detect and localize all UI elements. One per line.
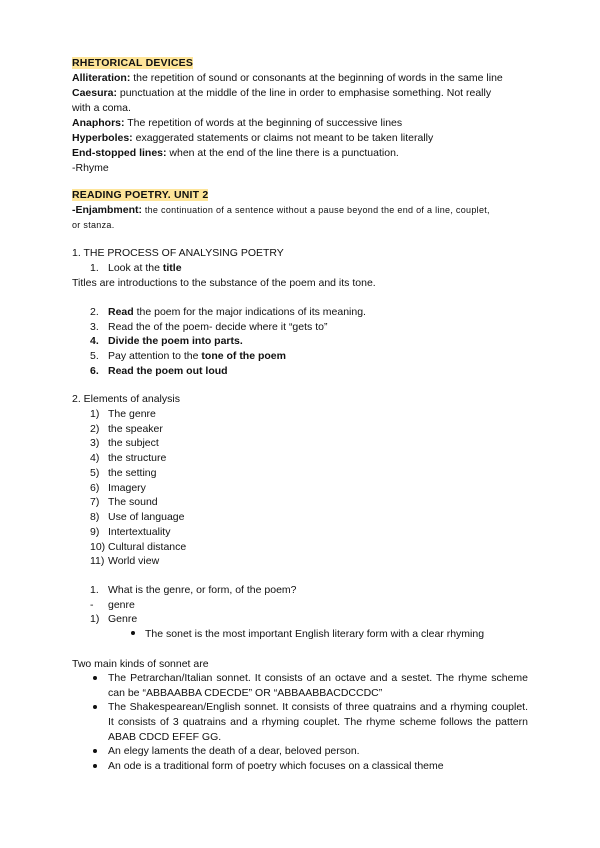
bullet-icon (93, 705, 97, 709)
caesura-line-2: with a coma. (72, 102, 131, 114)
step-5 (108, 349, 286, 364)
caesura-term: Caesura: (72, 87, 117, 99)
bullet-icon (131, 631, 135, 635)
enjambment-def: the continuation of a sentence without a pause beyond the end of a line, couplet, (142, 205, 490, 215)
process-heading: 1. THE PROCESS OF ANALYSING POETRY (72, 247, 284, 259)
sonnet-petrarchan: The Petrarchan/Italian sonnet. It consists of an octave and a sestet. The rhyme scheme can be “ABBAABBA CDECDE” OR “ABBAABBACDCCDC” (108, 672, 528, 699)
step-2 (108, 305, 366, 320)
element-num: 9) (90, 526, 100, 538)
step-5-pre: Pay attention to the (108, 350, 202, 362)
element-item: Intertextuality (108, 526, 171, 538)
step-1-pre: Look at the (108, 262, 163, 274)
element-item: the speaker (108, 423, 163, 435)
rhetorical-heading (72, 56, 193, 71)
step-5-num: 5. (90, 350, 99, 362)
step-5-bold: tone of the poem (201, 350, 286, 362)
element-num: 1) (90, 408, 100, 420)
step-2-bold: Read (108, 306, 134, 318)
anaphors-def: The repetition of words at the beginning of successive lines (124, 117, 403, 129)
bullet-icon (93, 764, 97, 768)
element-num: 2) (90, 423, 100, 435)
element-item: The sound (108, 496, 158, 508)
step-1 (108, 261, 182, 276)
step-6 (108, 364, 228, 379)
element-num: 11) (90, 555, 105, 567)
enjambment-term: -Enjambment: (72, 204, 143, 216)
element-num: 10) (90, 541, 106, 553)
step-3-num: 3. (90, 321, 99, 333)
step-4-bold: Divide the poem into parts. (108, 335, 243, 347)
enjambment-line (72, 203, 490, 218)
genre-dash-text: genre (108, 599, 135, 611)
step-3: Read the of the poem- decide where it “gets to” (108, 321, 328, 333)
element-item: Use of language (108, 511, 185, 523)
element-num: 7) (90, 496, 100, 508)
reading-heading (72, 188, 208, 203)
step-4-num: 4. (90, 335, 99, 347)
bullet-icon (93, 749, 97, 753)
genre-question-num: 1. (90, 584, 99, 596)
element-num: 5) (90, 467, 100, 479)
hyperboles-def: exaggerated statements or claims not meant to be taken literally (132, 132, 434, 144)
element-item: The genre (108, 408, 156, 420)
element-num: 4) (90, 452, 100, 464)
alliteration-line (72, 71, 503, 86)
element-item: the subject (108, 437, 159, 449)
hyperboles-term: Hyperboles: (72, 132, 133, 144)
element-num: 6) (90, 482, 100, 494)
step-1-num: 1. (90, 262, 99, 274)
caesura-line (72, 86, 491, 101)
step-1-bold: title (162, 262, 182, 274)
alliteration-term: Alliteration: (72, 72, 131, 84)
element-item: World view (108, 555, 160, 567)
step-2-num: 2. (90, 306, 99, 318)
sonnet-bullet: The sonet is the most important English literary form with a clear rhyming (145, 628, 485, 640)
rhetorical-heading-text: RHETORICAL DEVICES (72, 57, 194, 69)
genre-dash: - (90, 599, 94, 611)
step-4 (108, 334, 243, 349)
endstopped-line (72, 146, 399, 161)
element-num: 8) (90, 511, 100, 523)
element-num: 3) (90, 437, 100, 449)
sonnet-shakespearean: The Shakespearean/English sonnet. It consists of three quatrains and a rhyming couplet. It consists of 3 quatrains and a rhyming couplet. The rhyme scheme follows the pattern ABAB CDCD EFEF GG. (108, 701, 528, 743)
reading-heading-text: READING POETRY. UNIT 2 (72, 189, 209, 201)
element-item: the setting (108, 467, 157, 479)
step-6-bold: Read the poem out loud (108, 365, 228, 377)
element-item: the structure (108, 452, 167, 464)
hyperboles-line (72, 131, 433, 146)
caesura-def: punctuation at the middle of the line in order to emphasise something. Not really (116, 87, 492, 99)
endstopped-def: when at the end of the line there is a punctuation. (166, 147, 399, 159)
titles-note: Titles are introductions to the substance of the poem and its tone. (72, 277, 376, 289)
element-item: Imagery (108, 482, 146, 494)
step-6-num: 6. (90, 365, 99, 377)
alliteration-def: the repetition of sound or consonants at the beginning of words in the same line (130, 72, 503, 84)
elements-heading: 2. Elements of analysis (72, 393, 180, 405)
genre-label: Genre (108, 613, 138, 625)
enjambment-line-2: or stanza. (72, 220, 115, 230)
element-item: Cultural distance (108, 541, 187, 553)
anaphors-term: Anaphors: (72, 117, 125, 129)
endstopped-term: End-stopped lines: (72, 147, 167, 159)
sonnets-intro: Two main kinds of sonnet are (72, 658, 209, 670)
genre-question: What is the genre, or form, of the poem? (108, 584, 297, 596)
rhyme-line: -Rhyme (72, 162, 109, 174)
bullet-icon (93, 676, 97, 680)
anaphors-line (72, 116, 402, 131)
elegy-bullet: An elegy laments the death of a dear, beloved person. (108, 745, 360, 757)
step-2-post: the poem for the major indications of its meaning. (133, 306, 366, 318)
genre-num: 1) (90, 613, 100, 625)
ode-bullet: An ode is a traditional form of poetry which focuses on a classical theme (108, 760, 444, 772)
